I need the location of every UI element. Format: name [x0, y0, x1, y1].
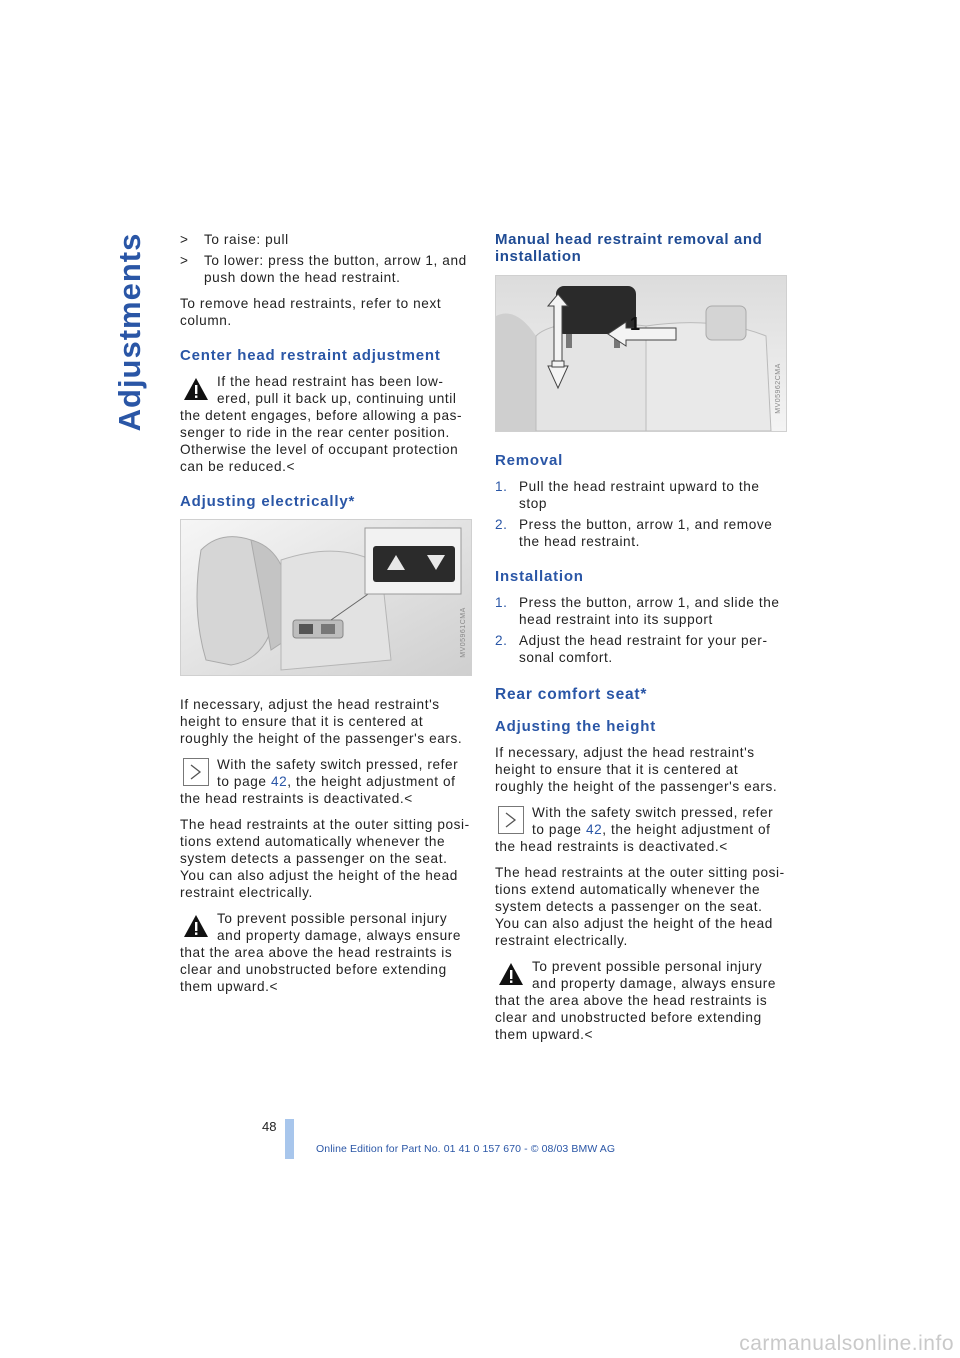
warning-triangle-icon — [498, 960, 524, 988]
install-step: 2. Adjust the head restraint for your per-sonal comfort. — [495, 633, 768, 665]
warning-triangle-icon — [183, 912, 209, 940]
chapter-title-text: Adjustments — [112, 232, 147, 432]
warning-triangle-icon — [183, 375, 209, 403]
paragraph-remove-ref: To remove head restraints, refer to next column. — [180, 296, 442, 328]
figure-code: MV05962CMA — [775, 363, 783, 414]
arrow-label: 1 — [630, 314, 641, 334]
chapter-title — [108, 232, 152, 432]
paragraph-height: If necessary, adjust the head restraint's height to ensure that it is centered at roughly the height of the passenger's ears. — [495, 745, 778, 794]
heading-manual-removal: Manual head restraint removal and installation — [495, 231, 763, 265]
warning-note: If the head restraint has been low-ered, pull it back up, continuing until the detent engages, before allowing a pas-senger to ride in the rear center position. Otherwise the level of occupant protection can be reduced.< — [180, 374, 463, 474]
injury-warning-note: To prevent possible personal injury and property damage, always ensure that the area above the head restraints is clear and unobstructed before extending them upward.< — [495, 959, 777, 1042]
electric-switch-illustration — [181, 520, 471, 675]
page-link[interactable]: 42 — [585, 822, 603, 837]
watermark: carmanualsonline.info — [739, 1332, 954, 1355]
bullet-item: > To lower: press the button, arrow 1, and push down the head restraint. — [180, 253, 467, 285]
footer-edition-text: Online Edition for Part No. 01 41 0 157 670 - © 08/03 BMW AG — [316, 1143, 616, 1155]
paragraph-outer-positions: The head restraints at the outer sitting posi-tions extend automatically whenever the system detects a passenger on the seat. You can also adjust the height of the head restraint electrically. — [180, 817, 470, 900]
heading-rear-comfort-seat: Rear comfort seat* — [495, 686, 648, 703]
paragraph-outer-positions: The head restraints at the outer sitting posi-tions extend automatically whenever the system detects a passenger on the seat. You can also adjust the height of the head restraint electrically. — [495, 865, 785, 948]
install-step: 1. Press the button, arrow 1, and slide the head restraint into its support — [495, 595, 780, 627]
heading-installation: Installation — [495, 568, 584, 585]
figure-electric-switch — [180, 519, 472, 676]
removal-step: 1. Pull the head restraint upward to the stop — [495, 479, 760, 511]
safety-switch-note: With the safety switch pressed, refer to page 42, the height adjustment of the head restraints is deactivated.< — [495, 805, 774, 854]
footer-accent-bar — [285, 1119, 294, 1159]
bullet-item: > To raise: pull — [180, 232, 289, 247]
heading-adjusting-height: Adjusting the height — [495, 718, 656, 735]
heading-removal: Removal — [495, 452, 564, 469]
heading-adjusting-electrically: Adjusting electrically* — [180, 493, 356, 510]
paragraph-height: If necessary, adjust the head restraint's height to ensure that it is centered at roughly the height of the passenger's ears. — [180, 697, 463, 746]
head-restraint-illustration — [496, 276, 786, 431]
right-column — [495, 231, 787, 1052]
page-number: 48 — [262, 1119, 277, 1134]
figure-code: MV05961CMA — [460, 607, 468, 658]
arrow-reference-icon — [183, 758, 209, 786]
left-column — [180, 231, 470, 1004]
heading-center-restraint: Center head restraint adjustment — [180, 347, 441, 364]
injury-warning-note: To prevent possible personal injury and property damage, always ensure that the area above the head restraints is clear and unobstructed before extending them upward.< — [180, 911, 462, 994]
figure-head-restraint — [495, 275, 787, 432]
page-link[interactable]: 42 — [270, 774, 288, 789]
arrow-reference-icon — [498, 806, 524, 834]
safety-switch-note: With the safety switch pressed, refer to page 42, the height adjustment of the head restraints is deactivated.< — [180, 757, 459, 806]
removal-step: 2. Press the button, arrow 1, and remove the head restraint. — [495, 517, 773, 549]
